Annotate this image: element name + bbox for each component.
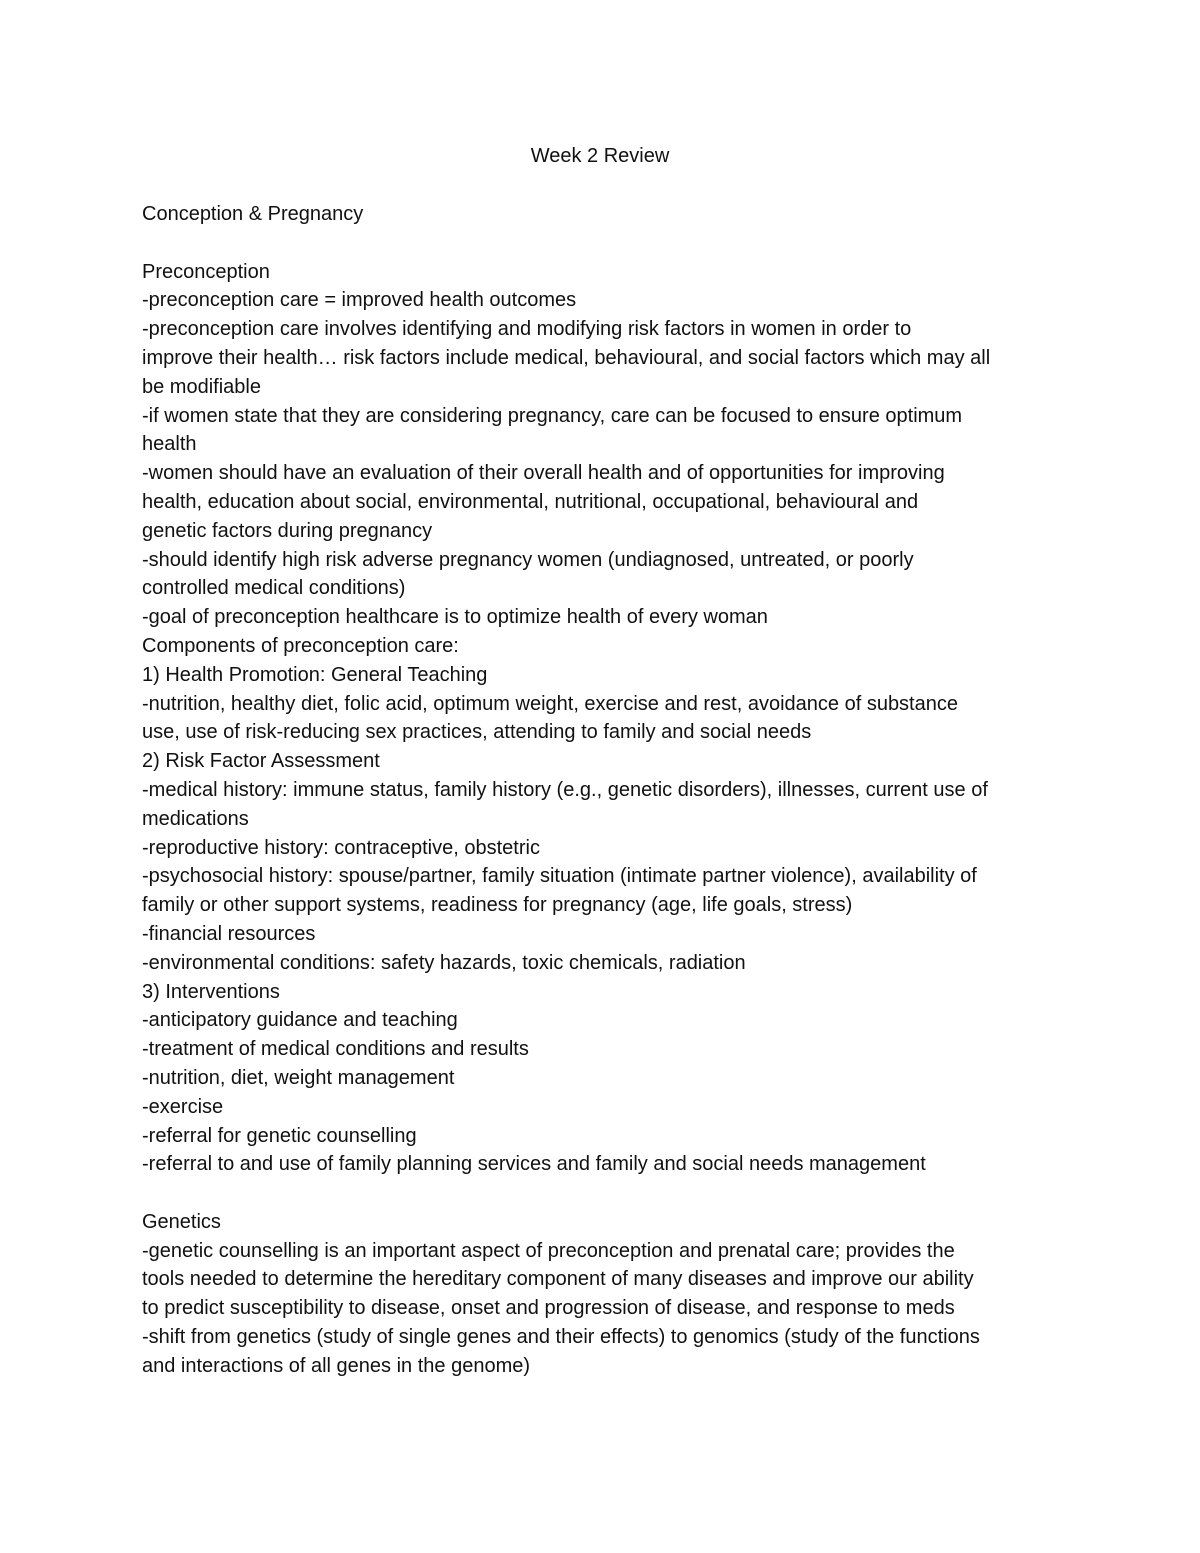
text-line: Genetics bbox=[142, 1210, 221, 1233]
text-line: -exercise bbox=[142, 1095, 224, 1118]
text-line: improve their health… risk factors include medical, behavioural, and social factors which may all bbox=[142, 346, 991, 369]
text-line: -preconception care = improved health outcomes bbox=[142, 289, 577, 312]
text-line: Components of preconception care: bbox=[142, 634, 459, 657]
text-line: -medical history: immune status, family history (e.g., genetic disorders), illnesses, current use of bbox=[142, 778, 988, 801]
text-line: -women should have an evaluation of their overall health and of opportunities for improving bbox=[142, 462, 945, 485]
text-line: -referral for genetic counselling bbox=[142, 1124, 417, 1147]
text-line: Conception & Pregnancy bbox=[142, 203, 364, 225]
text-line: -environmental conditions: safety hazards, toxic chemicals, radiation bbox=[142, 951, 746, 974]
text-line: -if women state that they are considering pregnancy, care can be focused to ensure optimum bbox=[142, 404, 963, 427]
text-line: -referral to and use of family planning services and family and social needs management bbox=[142, 1153, 926, 1176]
text-line: 3) Interventions bbox=[142, 980, 280, 1003]
text-line: 1) Health Promotion: General Teaching bbox=[142, 663, 488, 686]
text-line: and interactions of all genes in the genome) bbox=[142, 1354, 531, 1377]
text-line: medications bbox=[142, 807, 249, 830]
text-line: -nutrition, diet, weight management bbox=[142, 1066, 455, 1089]
text-line: tools needed to determine the hereditary component of many diseases and improve our ability bbox=[142, 1268, 974, 1291]
text-line: be modifiable bbox=[142, 375, 261, 398]
text-line: family or other support systems, readiness for pregnancy (age, life goals, stress) bbox=[142, 894, 853, 917]
text-line: 2) Risk Factor Assessment bbox=[142, 750, 380, 773]
blank-line bbox=[142, 1179, 1062, 1208]
text-line: -psychosocial history: spouse/partner, family situation (intimate partner violence), availability of bbox=[142, 865, 977, 888]
text-line: -treatment of medical conditions and results bbox=[142, 1038, 529, 1061]
blank-line bbox=[142, 229, 1062, 258]
text-line: -goal of preconception healthcare is to optimize health of every woman bbox=[142, 606, 768, 629]
text-line: health, education about social, environmental, nutritional, occupational, behavioural and bbox=[142, 490, 919, 513]
document-title: Week 2 Review bbox=[530, 145, 670, 167]
text-line: -financial resources bbox=[142, 922, 316, 945]
text-line: -should identify high risk adverse pregnancy women (undiagnosed, untreated, or poorly bbox=[142, 548, 914, 571]
text-line: -anticipatory guidance and teaching bbox=[142, 1009, 458, 1032]
text-line: use, use of risk-reducing sex practices, attending to family and social needs bbox=[142, 721, 812, 744]
text-line: controlled medical conditions) bbox=[142, 577, 406, 600]
text-line: -reproductive history: contraceptive, obstetric bbox=[142, 836, 540, 859]
text-line: genetic factors during pregnancy bbox=[142, 519, 433, 542]
text-line: -shift from genetics (study of single genes and their effects) to genomics (study of the functions bbox=[142, 1326, 980, 1349]
text-line: -nutrition, healthy diet, folic acid, optimum weight, exercise and rest, avoidance of substance bbox=[142, 692, 958, 715]
text-line: to predict susceptibility to disease, onset and progression of disease, and response to meds bbox=[142, 1297, 955, 1320]
document-body bbox=[142, 200, 1062, 1381]
text-line: -genetic counselling is an important aspect of preconception and prenatal care; provides the bbox=[142, 1239, 955, 1262]
text-line: Preconception bbox=[142, 260, 270, 283]
text-line: health bbox=[142, 433, 197, 456]
text-line: -preconception care involves identifying and modifying risk factors in women in order to bbox=[142, 318, 912, 341]
